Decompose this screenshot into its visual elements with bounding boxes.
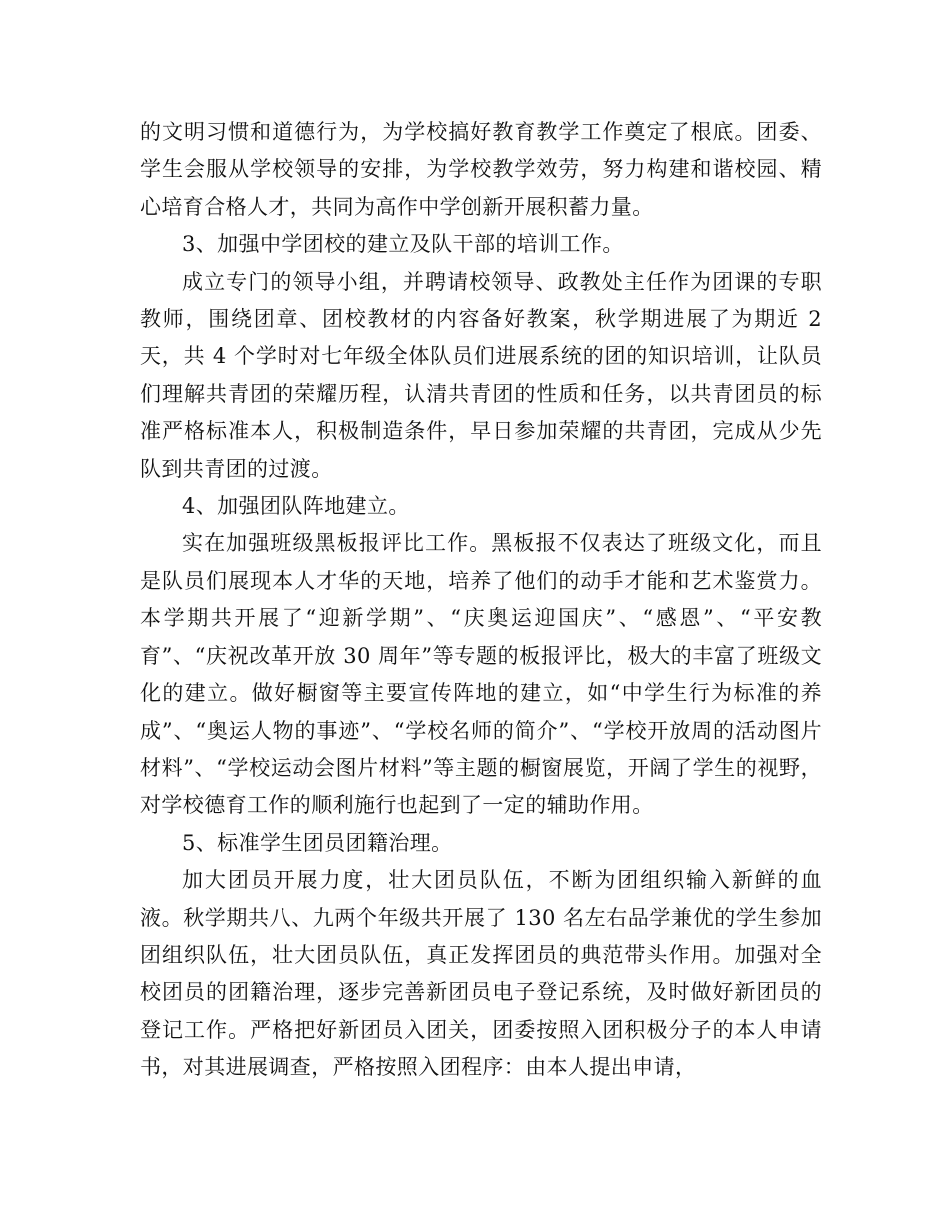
section-heading-3: 3、加强中学团校的建立及队干部的培训工作。 xyxy=(182,232,624,257)
paragraph-team-school: 成立专门的领导小组，并聘请校领导、政教处主任作为团课的专职教师，围绕团章、团校教材的内容备好教案，秋学期进展了为期近 2 天，共 4 个学时对七年级全体队员们进展系统的团的知识培训，让队员们理解共青团的荣耀历程，认清共青团的性质和任务，以共青团员的标准严格标准本人，积极制造条件，早日参加荣耀的共青团，完成从少先队到共青团的过渡。 xyxy=(140,269,822,481)
document-body xyxy=(140,114,822,1087)
paragraph-blackboard: 实在加强班级黑板报评比工作。黑板报不仅表达了班级文化，而且是队员们展现本人才华的天地，培养了他们的动手才能和艺术鉴赏力。本学期共开展了“迎新学期”、“庆奥运迎国庆”、“感恩”、“平安教育”、“庆祝改革开放 30 周年”等专题的板报评比，极大的丰富了班级文化的建立。做好橱窗等主要宣传阵地的建立，如“中学生行为标准的养成”、“奥运人物的事迹”、“学校名师的简介”、“学校开放周的活动图片材料”、“学校运动会图片材料”等主题的橱窗展览，开阔了学生的视野，对学校德育工作的顺利施行也起到了一定的辅助作用。 xyxy=(140,531,822,818)
section-heading-4: 4、加强团队阵地建立。 xyxy=(182,494,410,519)
paragraph-membership: 加大团员开展力度，壮大团员队伍，不断为团组织输入新鲜的血液。秋学期共八、九两个年级共开展了 130 名左右品学兼优的学生参加团组织队伍，壮大团员队伍，真正发挥团员的典范带头作用。加强对全校团员的团籍治理，逐步完善新团员电子登记系统，及时做好新团员的登记工作。严格把好新团员入团关，团委按照入团积极分子的本人申请书，对其进展调查，严格按照入团程序：由本人提出申请， xyxy=(140,868,822,1080)
section-heading-5: 5、标准学生团员团籍治理。 xyxy=(182,830,453,855)
paragraph-continuation: 的文明习惯和道德行为，为学校搞好教育教学工作奠定了根底。团委、学生会服从学校领导的安排，为学校教学效劳，努力构建和谐校园、精心培育合格人才，共同为高作中学创新开展积蓄力量。 xyxy=(140,120,822,219)
